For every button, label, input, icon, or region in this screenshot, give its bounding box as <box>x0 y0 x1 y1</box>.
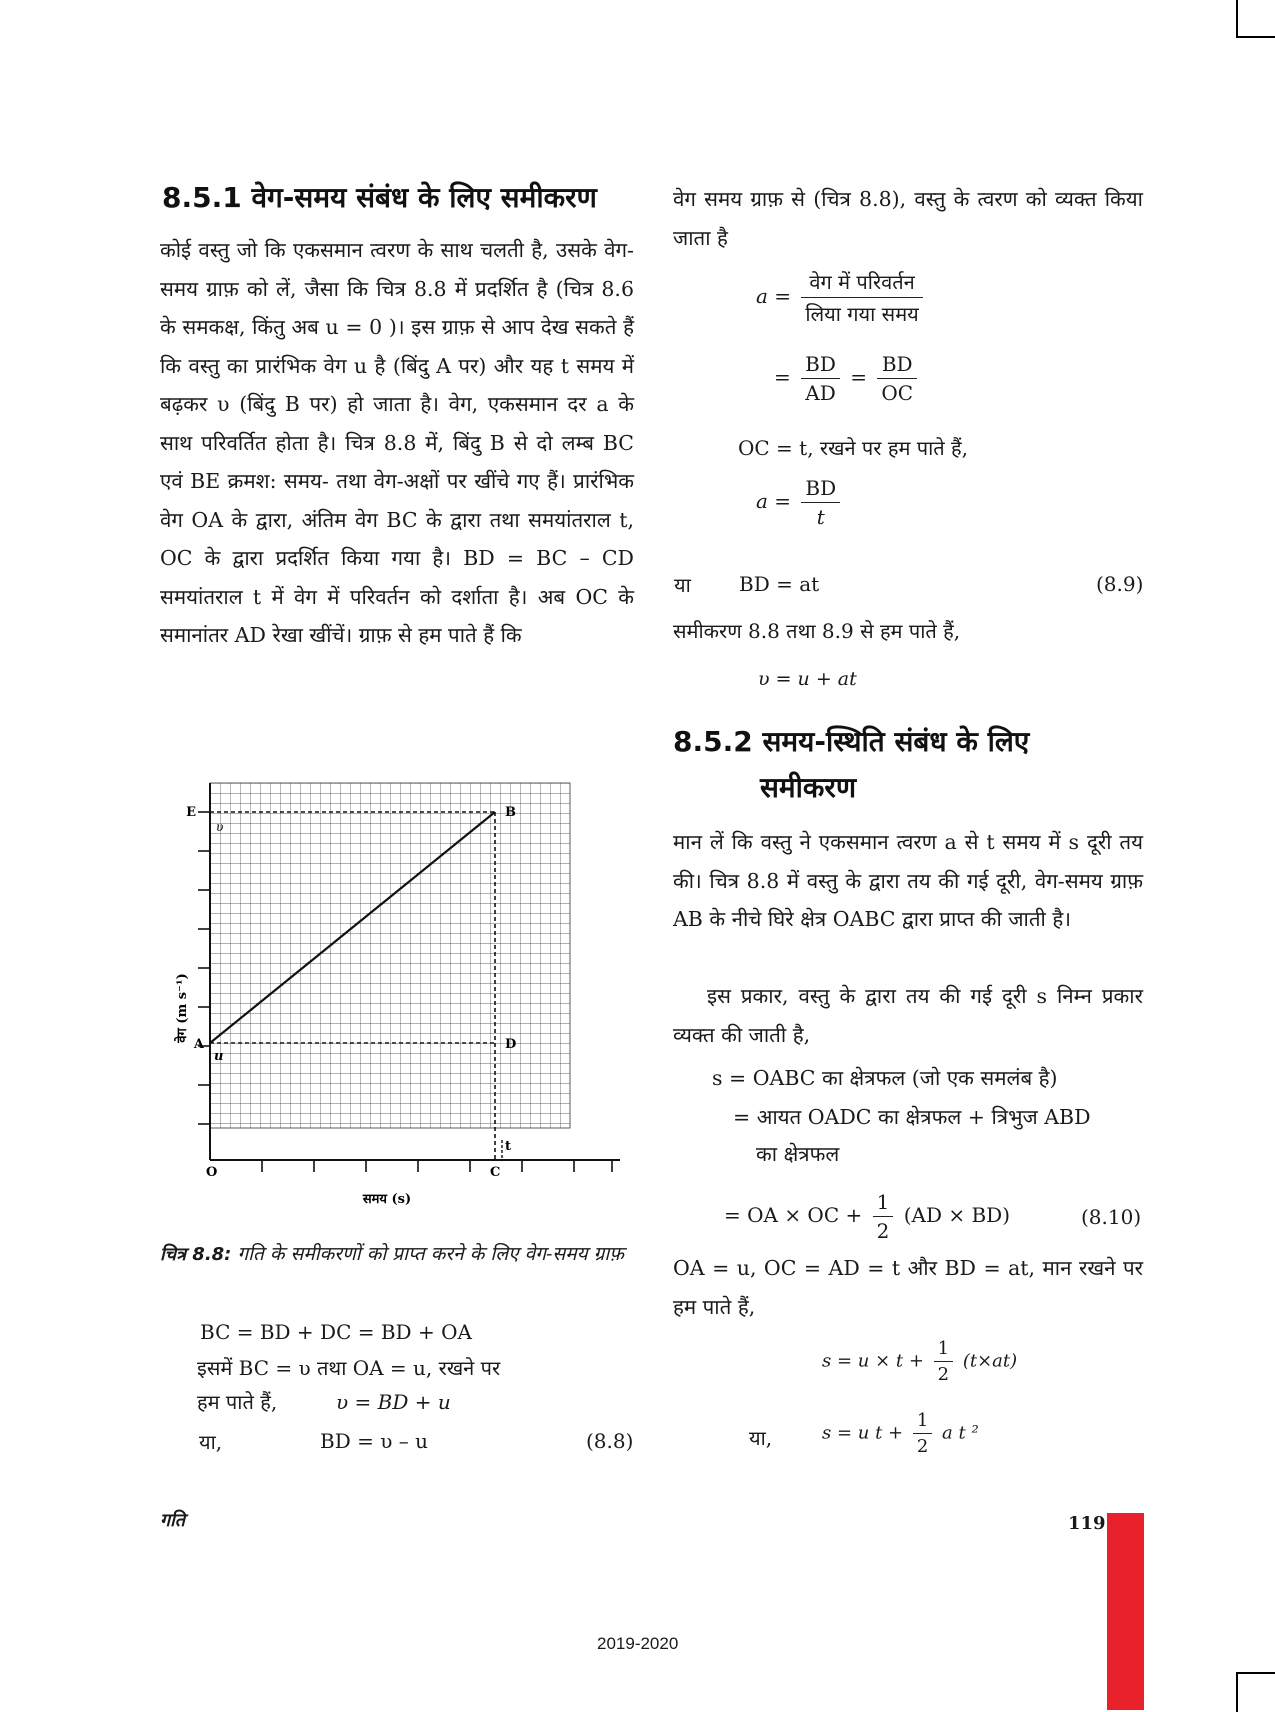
eq-from-88-89: समीकरण 8.8 तथा 8.9 से हम पाते हैं, <box>673 619 961 643</box>
graph-ylabel: वेग (m s⁻¹) <box>175 973 190 1043</box>
label-b: B <box>505 805 516 820</box>
label-e: E <box>186 805 196 820</box>
fraction-ad: AD <box>805 381 836 405</box>
eq-bd-ratios <box>774 352 921 405</box>
eq-v-bd-u: υ = BD + u <box>336 1390 451 1414</box>
eq-s-ut-half-at2 <box>822 1410 979 1457</box>
fraction-one-2: 1 <box>934 1338 953 1362</box>
eq-s-area-3: का क्षेत्रफल <box>756 1142 840 1166</box>
eq-v-u-at: υ = u + at <box>758 668 857 690</box>
eq-s-ut-pre: s = u t + <box>822 1422 904 1444</box>
footer-year: 2019-2020 <box>597 1634 679 1653</box>
eq-s-u-t-pre: s = u × t + <box>822 1350 924 1372</box>
right-paragraph-3: इस प्रकार, वस्तु के द्वारा तय की गई दूरी s निम्न प्रकार व्यक्त की जाती है, <box>673 984 1143 1047</box>
fraction-bd-t <box>801 476 840 529</box>
eq-a-lhs: a = <box>756 284 792 308</box>
eq-bc: BC = BD + DC = BD + OA <box>200 1320 472 1344</box>
eq-ad-bd-text: (AD × BD) <box>903 1203 1010 1227</box>
label-d: D <box>505 1037 517 1052</box>
eq-s-area-2: = आयत OADC का क्षेत्रफल + त्रिभुज ABD <box>733 1105 1091 1129</box>
label-c: C <box>490 1165 501 1180</box>
eq-a-lhs-2: a = <box>756 489 792 513</box>
label-u: u <box>214 1049 224 1064</box>
eq-s-oa-oc <box>724 1190 1010 1243</box>
fraction-one-1: 1 <box>873 1190 894 1217</box>
graph-xlabel: समय (s) <box>362 1192 412 1207</box>
page-accent-bar <box>1107 1513 1144 1710</box>
eq-number-810: (8.10) <box>1081 1205 1142 1229</box>
eq-bd-at: BD = at <box>739 572 820 596</box>
eq-number-89: (8.9) <box>1096 572 1144 596</box>
eq-s-u-t <box>822 1338 1017 1385</box>
eq-bd-v-u: BD = υ – u <box>320 1429 428 1453</box>
fraction-t: t <box>816 505 825 529</box>
caption-text: गति के समीकरणों को प्राप्त करने के लिए वेग-समय ग्राफ़ <box>237 1243 624 1265</box>
fraction-bd-1: BD <box>801 352 840 379</box>
fraction-bd-2: BD <box>877 352 917 379</box>
eq-s-u-t-post: (t×at) <box>962 1350 1018 1372</box>
velocity-time-graph <box>150 770 640 1210</box>
label-o: O <box>206 1165 218 1180</box>
label-v: υ <box>216 820 224 834</box>
fraction-one-3: 1 <box>913 1410 932 1434</box>
label-a: A <box>193 1037 204 1052</box>
eq-equals-2: = <box>850 365 867 389</box>
graph-grid <box>210 783 570 1128</box>
right-intro: वेग समय ग्राफ़ से (चित्र 8.8), वस्तु के त्वरण को व्यक्त किया जाता है <box>673 187 1143 250</box>
fraction-denominator: लिया गया समय <box>805 302 919 326</box>
fraction-oc: OC <box>881 381 914 405</box>
footer-chapter-title: गति <box>160 1510 186 1531</box>
crop-mark-top-right <box>1236 0 1275 38</box>
eq-hum-paate: हम पाते हैं, <box>197 1390 278 1414</box>
eq-number-88: (8.8) <box>586 1429 634 1453</box>
crop-mark-bottom-right <box>1236 1672 1275 1712</box>
eq-a-bd-t <box>756 476 844 529</box>
eq-ya-2: या <box>674 573 691 597</box>
eq-s-ut-post: a t ² <box>942 1422 979 1444</box>
eq-ya: या, <box>199 1430 223 1454</box>
fraction-two-3: 2 <box>916 1436 929 1457</box>
section-heading-852: 8.5.2 समय-स्थिति संबंध के लिए <box>673 725 1030 758</box>
fraction-bd-3: BD <box>801 476 840 503</box>
fraction-half-2 <box>934 1338 953 1385</box>
x-axis-ticks <box>262 1160 612 1172</box>
eq-acceleration-def <box>756 268 927 327</box>
figure-caption <box>160 1238 636 1271</box>
eq-oc-t-text: OC = t, रखने पर हम पाते हैं, <box>738 436 969 460</box>
eq-equals-1: = <box>774 365 791 389</box>
section-heading-852-line2: समीकरण <box>760 771 857 804</box>
eq-substitution-text: इसमें BC = υ तथा OA = u, रखने पर <box>197 1356 501 1380</box>
fraction-acceleration <box>801 268 922 327</box>
page-number: 119 <box>1068 1513 1106 1534</box>
fraction-bd-oc <box>877 352 917 405</box>
right-substitution: OA = u, OC = AD = t और BD = at, मान रखने पर हम पाते हैं, <box>673 1256 1143 1319</box>
section-heading-851: 8.5.1 वेग-समय संबंध के लिए समीकरण <box>162 181 597 214</box>
fraction-bd-ad <box>801 352 840 405</box>
right-paragraph-2: मान लें कि वस्तु ने एकसमान त्वरण a से t समय में s दूरी तय की। चित्र 8.8 में वस्तु के द्वारा तय की गई दूरी, वेग-समय ग्राफ़ AB के नीचे घिरे क्षेत्र OABC द्वारा प्राप्त की जाती है। <box>673 830 1143 931</box>
eq-ya-3: या, <box>749 1426 773 1450</box>
fraction-two-2: 2 <box>937 1364 950 1385</box>
y-axis-ticks <box>198 812 210 1124</box>
caption-label: चित्र 8.8: <box>160 1244 232 1265</box>
label-t: t <box>505 1139 512 1154</box>
eq-s-area-1: s = OABC का क्षेत्रफल (जो एक समलंब है) <box>712 1066 1058 1090</box>
eq-oa-oc-text: = OA × OC + <box>724 1203 863 1227</box>
fraction-numerator: वेग में परिवर्तन <box>801 268 922 298</box>
fraction-two-1: 2 <box>876 1219 890 1243</box>
fraction-half-3 <box>913 1410 932 1457</box>
left-paragraph: कोई वस्तु जो कि एकसमान त्वरण के साथ चलती है, उसके वेग-समय ग्राफ़ को लें, जैसा कि चित्र 8.8 में प्रदर्शित है (चित्र 8.6 के समकक्ष, किंतु अब u = 0 )। इस ग्राफ़ से आप देख सकते हैं कि वस्तु का प्रारंभिक वेग u है (बिंदु A पर) और यह t समय में बढ़कर υ (बिंदु B पर) हो जाता है। वेग, एकसमान दर a के साथ परिवर्तित होता है। चित्र 8.8 में, बिंदु B से दो लम्ब BC एवं BE क्रमश: समय- तथा वेग-अक्षों पर खींचे गए हैं। प्रारंभिक वेग OA के द्वारा, अंतिम वेग BC के द्वारा तथा समयांतराल t, OC के द्वारा प्रदर्शित किया गया है। BD = BC – CD समयांतराल t में वेग में परिवर्तन को दर्शाता है। अब OC के समानांतर AD रेखा खींचें। ग्राफ़ से हम पाते हैं कि <box>160 238 634 647</box>
fraction-half-1 <box>873 1190 894 1243</box>
